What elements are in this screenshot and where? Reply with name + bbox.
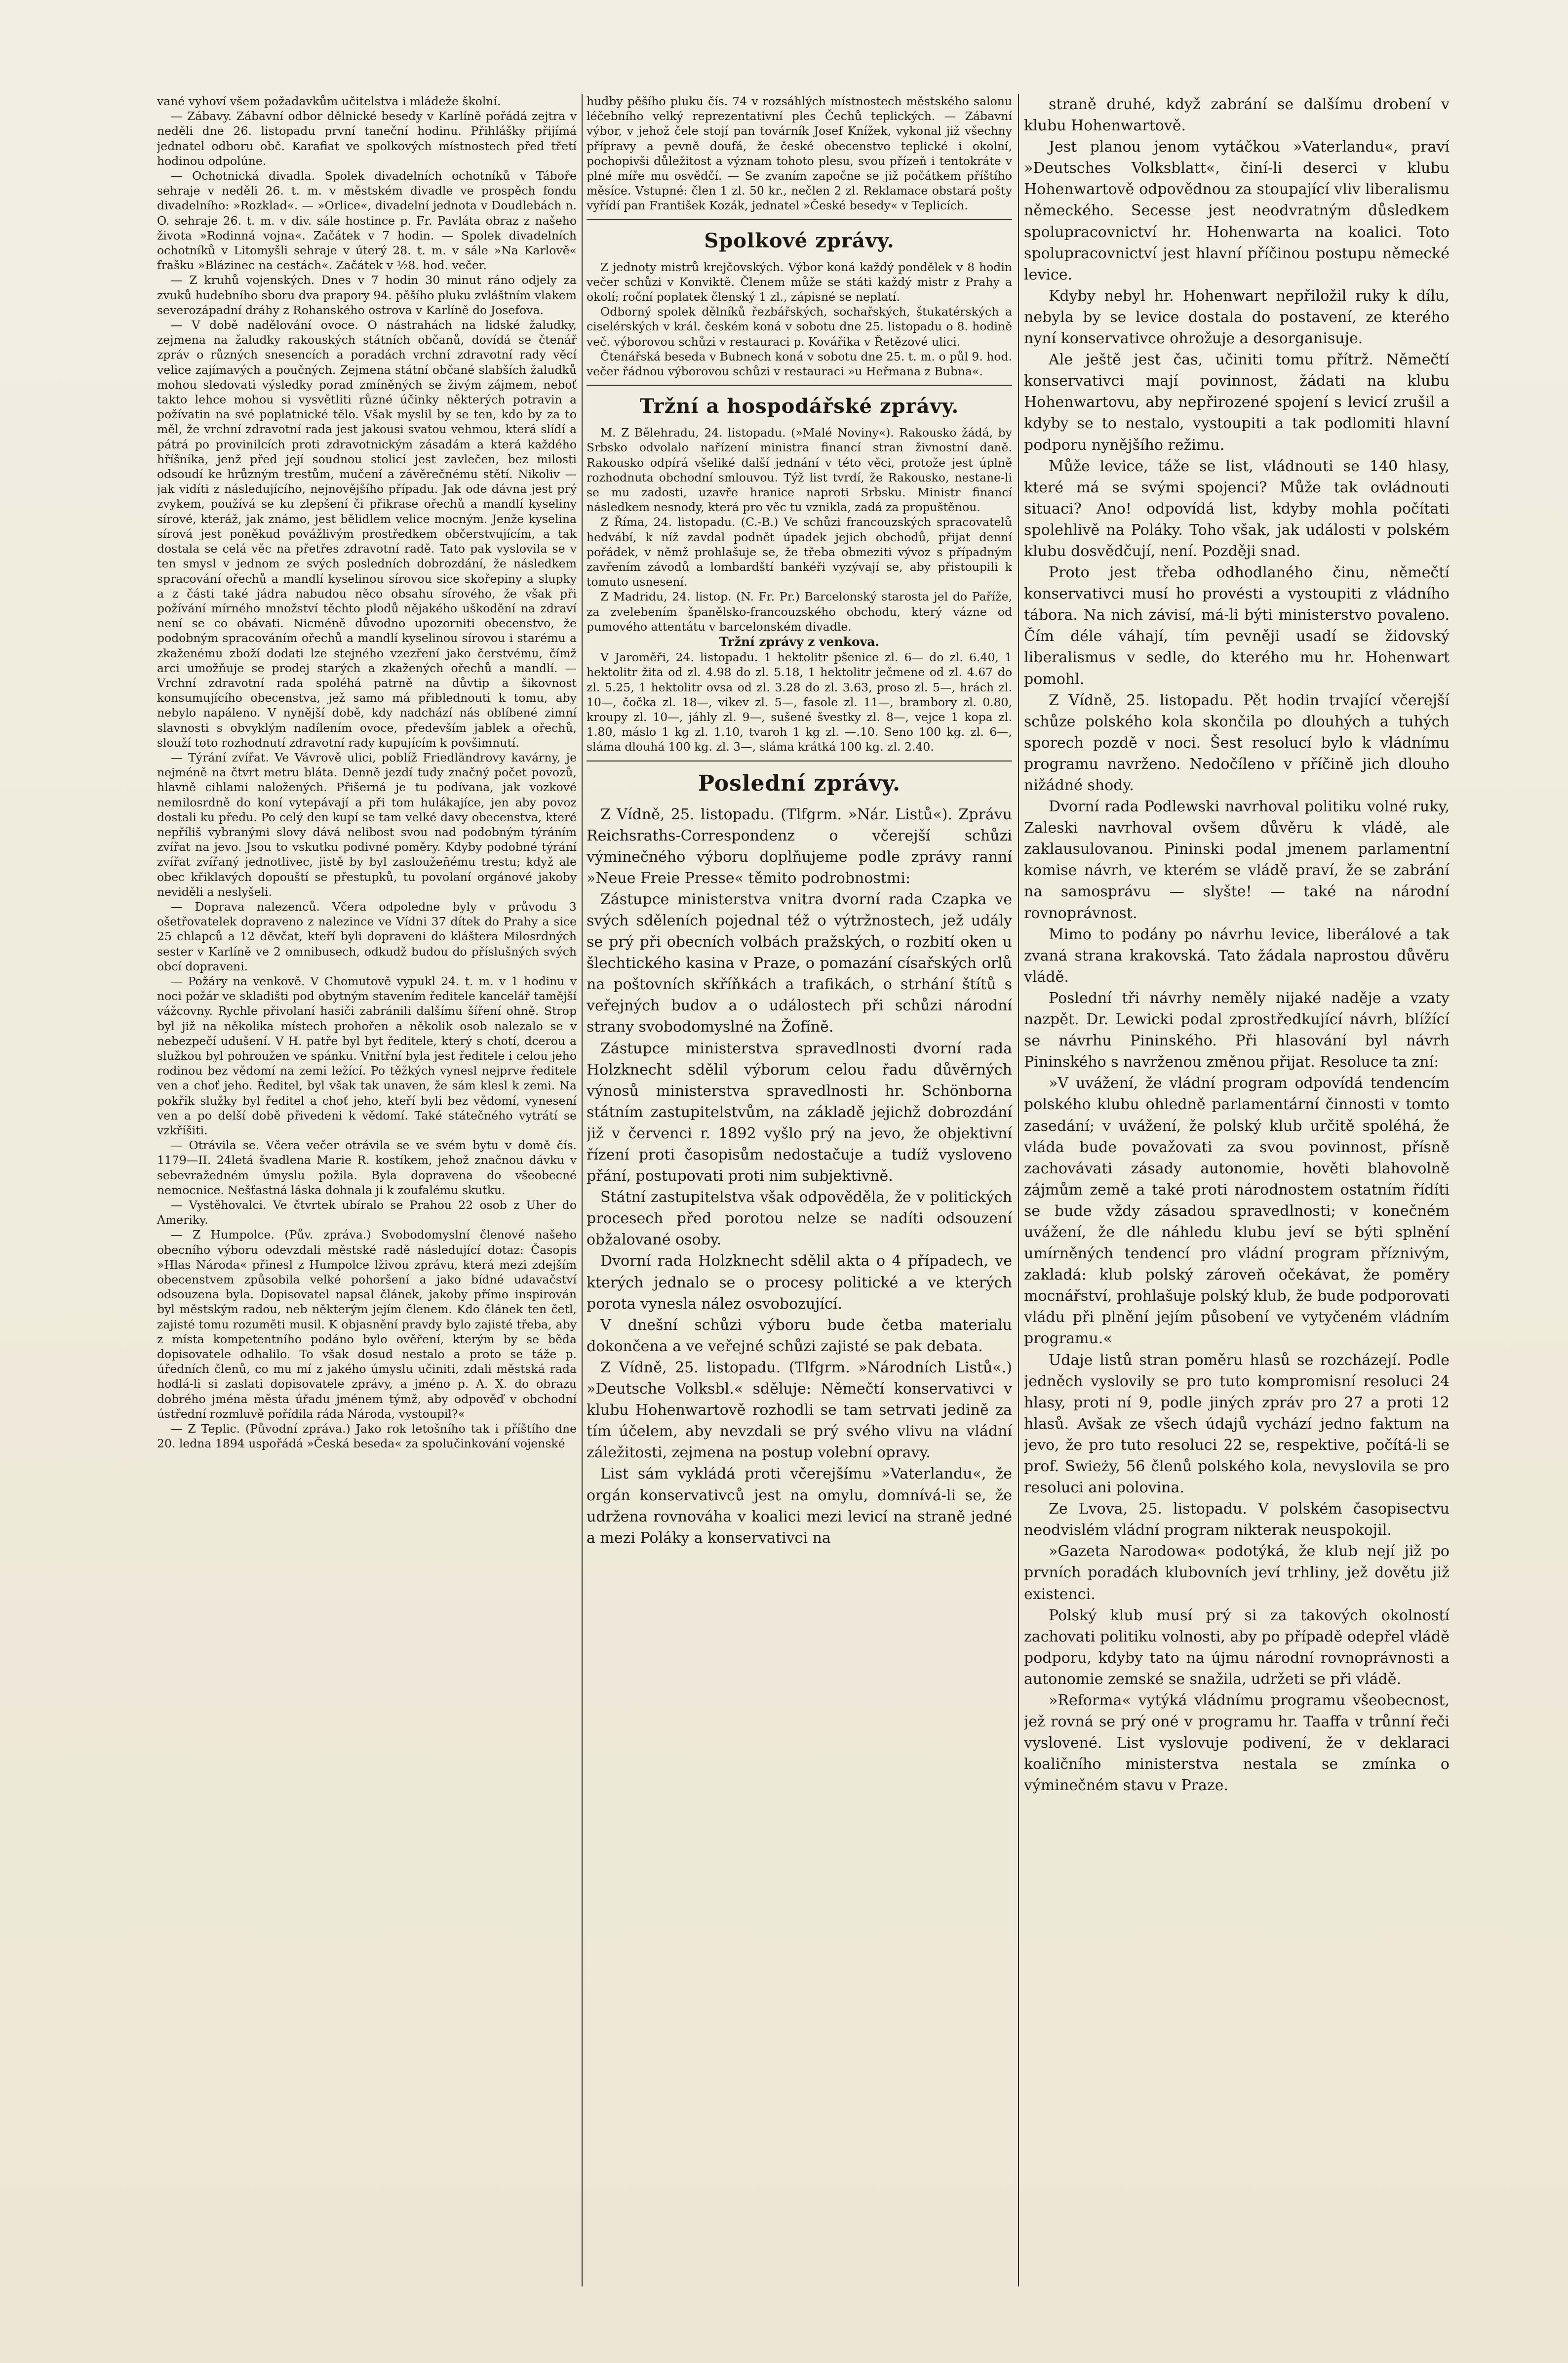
paragraph: Jest planou jenom vytáčkou »Vaterlandu«, praví »Deutsches Volksblatt«, činí-li deserci v klubu Hohenwartově odpovědnou za stoupající vliv liberalismu německého. Secesse jest neodvratným důsledkem spolupracovnictví hr. Hohenwarta na koalici. Toto spolupracovnictví jest hlavní příčinou postupu německé levice. <box>1024 138 1450 283</box>
paragraph: vané vyhoví všem požadavkům učitelstva i mládeže školní. <box>157 94 501 108</box>
paragraph: »Reforma« vytýká vládnímu programu všeobecnost, jež rovná se prý oné v programu hr. Taaffa v trůnní řeči vyslovené. List vyslovuje podivení, že v deklaraci koaličního ministerstva nestala se zmínka o výminečném stavu v Praze. <box>1024 1692 1450 1795</box>
paragraph: List sám vykládá proti včerejšímu »Vaterlandu«, že orgán konservativců jest na omylu, domnívá-li se, že udržena rovnováha v koalici mezi levicí na straně jedné a mezi Poláky a konservativci na <box>587 1465 1012 1547</box>
paragraph: M. Z Bělehradu, 24. listopadu. (»Malé Noviny«). Rakousko žádá, by Srbsko odvolalo nařízení ministra financí stran živnostní daně. Rakousko odpírá všeliké další jednání v této věci, protože jest úplně rozhodnuta obchodní smlouvou. Týž list tvrdí, že Rakousko, nestane-li se mu zadosti, uzavře hranice naproti Srbsku. Ministr financí následkem nesnody, která pro věc tu vznikla, zadá za propuštěnou. <box>587 426 1012 515</box>
paragraph: Čtenářská beseda v Bubnech koná v sobotu dne 25. t. m. o půl 9. hod. večer řádnou výborovou schůzi v restauraci »u Heřmana z Bubna«. <box>587 349 1012 379</box>
column-3 <box>1024 94 1450 2286</box>
paragraph: Udaje listů stran poměru hlasů se rozcházejí. Podle jedněch vyslovily se pro tuto kompromisní resoluci 24 hlasy, proti ní 9, podle jiných zpráv pro 27 a proti 12 hlasů. Avšak ze všech údajů vychází jedno faktum na jevo, že pro tuto resoluci 22 se, respektive, počítá-li se prof. Swieży, 56 členů polského kola, nevyslovila se pro resoluci ani polovina. <box>1024 1351 1450 1497</box>
column-1 <box>157 94 577 2286</box>
paragraph: straně druhé, když zabrání se dalšímu drobení v klubu Hohenwartově. <box>1024 96 1450 135</box>
paragraph: Z Vídně, 25. listopadu. Pět hodin trvající včerejší schůze polského kola skončila po dlouhých a tuhých sporech pozdě v noci. Šest resolucí bylo k vládnímu programu navrženo. Nedočíleno v příčině jich dlouho nižádné shody. <box>1024 691 1450 794</box>
column-rule <box>582 94 583 2286</box>
paragraph: »V uvážení, že vládní program odpovídá tendencím polského klubu ohledně parlamentární činnosti v tomto zasedání; v uvážení, že polský klub určitě spoléhá, že vláda bude považovati za svou povinnost, přísně zachovávati zásady autonomie, hověti blahovolně zájmům země a také proti národnostem ostatním řídíti se bude vždy zásadou spravedlnosti; v konečném uvážení, že dle náhledu klubu jeví se býti splnění umírněných tendencí pro vládní program příznivým, zakladá: klub polský zároveň očekávat, že poměry mocnářství, prohlašuje polský klub, že bude podporovati vládu při plnění jejím působení ve vytyčeném vládním programu.« <box>1024 1075 1450 1348</box>
paragraph: — Z Teplic. (Původní zpráva.) Jako rok letošního tak i příštího dne 20. ledna 1894 uspořádá »Česká beseda« za spolučinkování vojenské <box>157 1422 577 1451</box>
paragraph: — Z Humpolce. (Pův. zpráva.) Svobodomyslní členové našeho obecního výboru odevzdali městské radě následující dotaz: Časopis »Hlas Národa« přinesl z Humpolce lživou zprávu, která mezi zdejším obecenstvem způsobila velké pohoršení a jako bídné udavačství odsouzena byla. Dopisovatel napsal článek, jakoby přímo inspirován byl městským radou, neb některým jejím členem. Kdo článek ten četl, zajisté tomu rozuměti musil. K objasnění pravdy bylo zajisté třeba, aby z místa kompetentního podáno bylo ověření, kterým by se běda dopisovatele odhalilo. To však dosud nestalo a proto se táže p. úředních členů, co mu mí z jakého úmyslu učiniti, zdali městská rada hodlá-li si zaslati dopisovatele zprávy, a jméno p. A. X. do obrazu dobrého jména města úřadu jménem týmž, aby odpověď v obchodní ústřední rozmluvě pořídila ráda Národa, vystoupil?« <box>157 1228 577 1421</box>
paragraph: hudby pěšího pluku čís. 74 v rozsáhlých místnostech městského salonu léčebního velký reprezentativní ples Čechů teplických. — Zábavní výbor, v jehož čele stojí pan továrník Josef Knížek, vykonal již všechny přípravy a pevně doufá, že české obecenstvo teplické i okolní, pochopivši důležitost a význam tohoto plesu, svou přízeň i tentokráte v plné míře mu osvědčí. — Se zvaním započne se již počátkem příštího měsíce. Vstupné: člen 1 zl. 50 kr., nečlen 2 zl. Reklamace obstará pošty vyřídí pan František Kozák, jednatel »České besedy« v Teplicích. <box>587 94 1012 213</box>
paragraph: — Zábavy. Zábavní odbor dělnické besedy v Karlíně pořádá zejtra v neděli dne 26. listopadu první taneční hodinu. Přihlášky přijímá jednatel odboru obč. Karafiat ve spolkových místnostech před třetí hodinou odpolúne. <box>157 109 577 168</box>
section-title-posledni: Poslední zprávy. <box>698 770 901 796</box>
paragraph: Polský klub musí prý si za takových okolností zachovati politiku volnosti, aby po případě odepřel vládě podporu, kdyby tato na újmu národní rovnoprávnosti a autonomie zemské se snažila, udržeti se při vládě. <box>1024 1606 1450 1688</box>
paragraph: Z jednoty mistrů krejčovských. Výbor koná každý pondělek v 8 hodin večer schůzi v Konviktě. Členem může se státi každý mistr z Prahy a okolí; roční poplatek členský 1 zl., zápisné se neplatí. <box>587 260 1012 304</box>
paragraph: — Z kruhů vojenských. Dnes v 7 hodin 30 minut ráno odjely za zvuků hudebního sboru dva prapory 94. pěšího pluku zvláštním vlakem severozápadní dráhy z Rohanského ostrova v Karlíně do Josefova. <box>157 273 577 317</box>
section-rule <box>587 219 1012 220</box>
paragraph: Mimo to podány po návrhu levice, liberálové a tak zvaná strana krakovská. Tato žádala naprostou důvěru vládě. <box>1024 925 1450 986</box>
paragraph: Kdyby nebyl hr. Hohenwart nepřiložil ruky k dílu, nebyla by se levice dostala do postavení, ze kterého nyní konservativce ohrožuje a desorganisuje. <box>1024 287 1450 348</box>
section-rule <box>587 385 1012 386</box>
paragraph: Dvorní rada Holzknecht sdělil akta o 4 případech, ve kterých jednalo se o procesy politické a ve kterých porota vynesla nález osvobozující. <box>587 1252 1012 1313</box>
paragraph: Ze Lvova, 25. listopadu. V polském časopisectvu neodvislém vládní program nikterak neuspokojil. <box>1024 1500 1450 1539</box>
paragraph: — Ochotnická divadla. Spolek divadelních ochotníků v Táboře sehraje v neděli 26. t. m. v městském divadle ve prospěch fondu divadelního: »Rozklad«. — »Orlice«, divadelní jednota v Doudlebách n. O. sehraje 26. t. m. v div. sále hostince p. Fr. Pavláta obraz z našeho života »Rodinná vojna«. Začátek v 7 hodin. — Spolek divadelních ochotníků v Litomyšli sehraje v úterý 28. t. m. v sále »Na Karlově« frašku »Blázinec na cestách«. Začátek v ½8. hod. večer. <box>157 169 577 273</box>
paragraph: — Vystěhovalci. Ve čtvrtek ubíralo se Prahou 22 osob z Uher do Ameriky. <box>157 1198 577 1227</box>
paragraph: Odborný spolek dělníků řezbářských, sochařských, štukatérských a ciselérských v král. českém koná v sobotu dne 25. listopadu o 8. hodině več. výborovou schůzi v restauraci p. Kovářika v Řetězové ulici. <box>587 305 1012 349</box>
paragraph: Zástupce ministerstva spravedlnosti dvorní rada Holzknecht sdělil výborum celou řadu důvěrných výnosů ministerstva spravedlnosti hr. Schönborna státním zastupitelstvům, na základě jejichž dobrozdání již v červenci r. 1892 vyšlo prý na jevo, že objektivní řízení proti časopisům nedostačuje a tudíž vysloveno přání, postupovati proti nim subjektivně. <box>587 1040 1012 1185</box>
paragraph: Z Vídně, 25. listopadu. (Tlfgrm. »Nár. Listů«). Zprávu Reichsraths-Correspondenz o včerejší schůzi výminečného výboru doplňujeme podle zprávy ranní »Neue Freie Presse« těmito podrobnostmi: <box>587 805 1012 887</box>
paragraph: — Týrání zvířat. Ve Vávrově ulici, poblíž Friedländrovy kavárny, je nejméně na čtvrt metru bláta. Denně jezdí tudy značný počet povozů, hlavně cihlami naložených. Přišerná je tu podívana, jak vozkové nemilosrdně do koní vytepávají a při tom hulákajíce, jen aby povoz dostali ku předu. Po celý den kupí se tam velké davy obecenstva, které nepříliš vybranými slovy dává nelibost svou nad podobným týráním zvířat na jevo. Jsou to vskutku podivné poměry. Kdyby podobné týrání zvířat zvířaný jednotlivec, jistě by byl zasloužeñému trestu; když ale obec křiklavých dopouští se přestupků, tu povolaní orgánové jakoby neviděli a neslyšeli. <box>157 750 577 899</box>
paragraph: Z Říma, 24. listopadu. (C.-B.) Ve schůzi francouzských spracovatelů hedvábí, k níž zavdal podnět úpadek jejich obchodů, přijat denní pořádek, v němž prohlašuje se, že třeba obmeziti vývoz s případným zavřením závodů a lombardští bankéři vyzývají se, aby přistoupili k tomuto usnesení. <box>587 515 1012 589</box>
section-title-spolkove: Spolkové zprávy. <box>704 229 895 252</box>
paragraph: Z Madridu, 24. listop. (N. Fr. Pr.) Barcelonský starosta jel do Paříže, za zvelebením španělsko-francouzského obchodu, který vázne od pumového attentátu v barcelonském divadle. <box>587 590 1012 634</box>
paragraph: V Jaroměři, 24. listopadu. 1 hektolitr pšenice zl. 6— do zl. 6.40, 1 hektolitr žita od zl. 4.98 do zl. 5.18, 1 hektolitr ječmene od zl. 4.67 do zl. 5.25, 1 hektolitr ovsa od zl. 3.28 do zl. 3.63, proso zl. 5—, hrách zl. 10—, čočka zl. 18—, vikev zl. 5—, fasole zl. 11—, brambory zl. 0.80, kroupy zl. 10—, jáhly zl. 9—, sušené švestky zl. 8—, vejce 1 kopa zl. 1.80, máslo 1 kg zl. 1.10, tvaroh 1 kg zl. —.10. Seno 100 kg. zl. 6—, sláma dlouhá 100 kg. zl. 3—, sláma krátká 100 kg. zl. 2.40. <box>587 650 1012 754</box>
paragraph: — Požáry na venkově. V Chomutově vypukl 24. t. m. v 1 hodinu v noci požár ve skladišti pod obytným stavením ředitele kancelář tamější vážcovny. Rychle přivolaní hasiči zabránili dalšímu šíření ohně. Strop byl již na několika místech prohořen a několik osob nalezalo se v nebezpečí udušení. V H. patře byl byt ředitele, který s chotí, dcerou a služkou byl pohroužen ve spánku. Vnitřní byla jest ředitele i celou jeho rodinou bez vědomí na zemi ležící. Po těžkých vynesl nejprve ředitele ven a choť jeho. Ředitel, byl však tak unaven, že sám klesl k zemi. Na pokřik služky byl ředitel a choť jeho, kteří byli bez vědomí, vynesení ven a po delší době přivedeni k vědomí. Také státečného vytrátí se vzkříšiti. <box>157 974 577 1138</box>
paragraph: Z Vídně, 25. listopadu. (Tlfgrm. »Národních Listů«.) »Deutsche Volksbl.« sděluje: Němečtí konservativci v klubu Hohenwartově rozhodli se tam setrvati jedině za tím účelem, aby nevzdali se prý svého vlivu na vládní záležitosti, zejmena na postup volební opravy. <box>587 1359 1012 1462</box>
column-rule <box>1018 94 1019 2286</box>
paragraph: Státní zastupitelstva však odpověděla, že v politických procesech před porotou nelze se nadíti odsouzení obžalované osoby. <box>587 1189 1012 1249</box>
paragraph: V dnešní schůzi výboru bude četba materialu dokončena a ve veřejné schůzi zajisté se pak debata. <box>587 1316 1012 1355</box>
paragraph: — Otrávila se. Včera večer otrávila se ve svém bytu v domě čís. 1179—II. 24letá švadlena Marie R. kostíkem, jehož značnou dávku v sebevražedném úmyslu požila. Byla dopravena do všeobecné nemocnice. Nešťastná láska dohnala ji k zoufalému skutku. <box>157 1138 577 1197</box>
paragraph: Dvorní rada Podlewski navrhoval politiku volné ruky, Zaleski navrhoval ovšem důvěru k vládě, ale zaklausulovanou. Pininski podal jmenem parlamentní komise návrh, ve kterém se vládě praví, že se zabrání na samosprávu — slyšte! — také na národní rovnoprávnost. <box>1024 798 1450 922</box>
column-2 <box>587 94 1012 2286</box>
paragraph: Poslední tři návrhy neměly nijaké naděje a vzaty nazpět. Dr. Lewicki podal zprostředkující návrh, blížící se návrhu Pininského. Při hlasování byl návrh Pininského s navrženou změnou přijat. Resoluce ta zní: <box>1024 989 1450 1071</box>
paragraph: »Gazeta Narodowa« podotýká, že klub nejí již po prvních poradách klubovních jeví trhliny, jež dovětu již existenci. <box>1024 1543 1450 1603</box>
paragraph: — Doprava nalezenců. Včera odpoledne byly v průvodu 3 ošetřovatelek dopraveno z nalezince ve Vídni 37 dítek do Prahy a sice 25 chlapců a 12 děvčat, kteří byli dopraveni do kláštera Milosrdných sester v Karlíně ve 2 omnibusech, odkudž budou do příslušných svých obcí dopraveni. <box>157 899 577 973</box>
paragraph: — V době nadělování ovoce. O nástrahách na lidské žaludky, zejmena na žaludky rakouských státních občanů, dovídá se čtenář zpráv o různých snesencích a poradách vrchní zdravotní rady věcí velice zajímavých a poučných. Zejmena státní občané slabších žaludků mohou sledovati výsledky porad zmíněných se živým zájmem, neboť takto lehce mohou si vysvětliti různé účinky některých potravin a požívatin na své poplatnické tělo. Však myslil by se ten, kdo by za to měl, že vrchní zdravotní rada jest jakousi svatou vehmou, která slídí a pátrá po provinilcích proti zdravotnickým zásadám a která každého hříšníka, jenž před její soudnou stolicí jest zavlečen, bez milosti odsoudí ke hrůzným trestům, mučení a závěrečnému stětí. Nikoliv — jak vidíti z následujícího, nejnovějšího případu. Jak ode dávna jest prý zvykem, používá se ku zlepšení či přikrase ořechů a mandlí kyseliny sírové, kteráž, jak známo, jest bělidlem velice mocným. Jenže kyselina sírová jest poněkud povážlivým prostředkem občerstvujícím, a tak dostala se celá věc na přetřes zdravotní radě. Tato pak vyslovila se v ten smysl v jednom ze svých posledních dobrozdání, že následkem spracování ořechů a mandlí kyselinou sírovou sice skořepiny a slupky a z části také jádra nabudou něco obsahu sírového, že však při požívání mírného množství těchto plodů nějakého uškodění na zdraví není se co obávati. Nicméně důvodno upozorniti obecenstvo, že podobným spracováním ořechů a mandlí kyselinou sírovou i starému a zkaženému zboží dodati lze stejného vzezření jako čerstvému, čímž arci umožňuje se prodej starých a zkažených ořechů a mandlí. — Vrchní zdravotní rada spoléhá patrně na důvtip a šikovnost konsumujícího obecenstva, jež samo má přiblednouti k tomu, aby nebylo napáleno. V nynější době, kdy nadchází nás oblíbené zimní slavnosti s obvyklým nadílením ovoce, především jablek a ořechů, slouží toto rozhodnutí zdravotní rady kupujícím k povšimnutí. <box>157 318 577 750</box>
paragraph: Může levice, táže se list, vládnouti se 140 hlasy, které má se svými spojenci? Může tak ovládnouti situaci? Ano! odpovídá list, kdyby mohla počítati spolehlivě na Poláky. Toho však, jak události v polském klubu dosvědčují, není. Později snad. <box>1024 457 1450 560</box>
paragraph: Ale ještě jest čas, učiniti tomu přítrž. Němečtí konservativci mají povinnost, žádati na klubu Hohenwartovu, aby nepřirozené spojení s levicí zrušil a kdyby se to nestalo, vystoupiti a tak podlomiti hlavní podporu nynějšího režimu. <box>1024 351 1450 454</box>
subsection-title-venkov: Tržní zprávy z venkova. <box>719 635 880 649</box>
section-title-trzni: Tržní a hospodářské zprávy. <box>639 395 959 418</box>
paragraph: Proto jest třeba odhodlaného činu, němečtí konservativci musí ho provésti a vystoupiti z vládního tábora. Na nich závisí, má-li býti ministerstvo povaleno. Čím déle váhají, tím pevněji usadí se židovský liberalismus v sedle, do kterého mu hr. Hohenwart pomohl. <box>1024 564 1450 688</box>
paragraph: Zástupce ministerstva vnitra dvorní rada Czapka ve svých sděleních pojednal též o výtržnostech, jež udály se prý při obecních volbách pražských, o rozbití oken u šlechtického kasina v Praze, o pomazání císařských orlů na poštovních skříňkách a trafikách, o strhání štítů s veřejných budov a o událostech při schůzi národní strany svobodomyslné na Žofíně. <box>587 890 1012 1036</box>
